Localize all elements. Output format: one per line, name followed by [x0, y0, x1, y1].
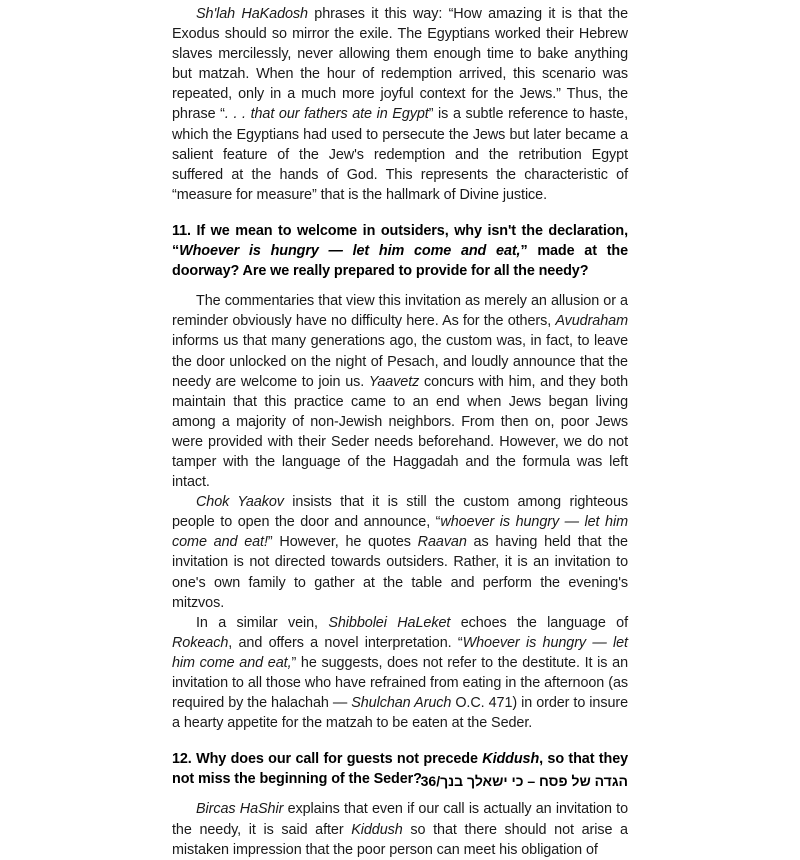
quoted-phrase-whoever-is-hungry-1: whoever is hungry — let him come and eat!	[172, 514, 628, 551]
paragraph-shibbolei-text-3: , and offers a novel interpretation. “	[228, 634, 463, 651]
term-kiddush: Kiddush	[351, 821, 403, 838]
source-name-shulchan-aruch: Shulchan Aruch	[351, 695, 452, 712]
footer-hebrew-title: הגדה של פסח – כי ישאלך בנך	[440, 773, 628, 789]
source-name-yaavetz: Yaavetz	[368, 373, 420, 390]
source-name-raavan: Raavan	[417, 534, 467, 551]
question-heading-12-text-2: , so that they not miss the beginning of the Seder?	[172, 751, 628, 788]
source-name-chok-yaakov: Chok Yaakov	[196, 494, 284, 511]
source-name-rokeach: Rokeach	[172, 634, 229, 651]
paragraph-shibbolei-haleket	[172, 613, 628, 734]
paragraph-commentaries-text-1: The commentaries that view this invitation as merely an allusion or a reminder obviously have no difficulty here. As for the others,	[172, 293, 628, 330]
paragraph-chok-yaakov	[172, 492, 628, 613]
question-heading-12-kiddush: Kiddush	[482, 751, 540, 768]
paragraph-bircas-text-1: explains that even if our call is actually an invitation to the needy, it is said after	[172, 801, 628, 838]
paragraph-shibbolei-text-1: In a similar vein,	[196, 614, 329, 631]
paragraph-shlah-text-1: phrases it this way: “How amazing it is that the Exodus should so mirror the exile. The Egyptians worked their Hebrew slaves mercilessly, never allowing them enough time to bake anything but matzah. When the hour of redemption arrived, this scenario was repeated, only in a much more joyful context for the Jews.” Thus, the phrase “	[172, 6, 628, 123]
paragraph-shibbolei-text-5: O.C. 471) in order to insure a hearty appetite for the matzah to be eaten at the Seder.	[172, 695, 629, 732]
source-name-shlah-hakadosh: Sh'lah HaKadosh	[196, 6, 308, 22]
question-heading-11-text-1: 11. If we mean to welcome in outsiders, why isn't the declaration, “	[172, 222, 628, 260]
footer-separator: /	[436, 773, 441, 789]
paragraph-bircas-text-2: so that there should not arise a mistaken impression that the poor person can meet his obligation of	[172, 821, 628, 858]
paragraph-chok-yaakov-text-2: ” However, he quotes	[267, 534, 418, 551]
text-column	[172, 4, 628, 860]
paragraph-chok-yaakov-text-3: as having held that the invitation is not directed towards outsiders. Rather, it is an invitation to one's own family to gather at the table and perform the evening's mitzvos.	[172, 534, 628, 611]
paragraph-commentaries-text-2: informs us that many generations ago, the custom was, in fact, to leave the door unlocked on the night of Pesach, and loudly announce that the needy are welcome to join us.	[172, 333, 628, 390]
paragraph-chok-yaakov-text-1: insists that it is still the custom among righteous people to open the door and announce, “	[172, 494, 628, 531]
source-name-bircas-hashir: Bircas HaShir	[196, 801, 284, 818]
question-heading-11	[172, 221, 628, 281]
question-heading-11-text-2: ” made at the doorway? Are we really prepared to provide for all the needy?	[172, 243, 628, 280]
paragraph-commentaries	[172, 291, 628, 492]
page-footer	[172, 773, 628, 789]
paragraph-shibbolei-text-4: ” he suggests, does not refer to the destitute. It is an invitation to all those who have refrained from eating in the afternoon (as required by the halachah —	[172, 654, 628, 712]
source-name-shibbolei-haleket: Shibbolei HaLeket	[328, 614, 451, 631]
page-number: 36	[420, 773, 437, 789]
paragraph-shlah-text-2: ” is a subtle reference to haste, which the Egyptians had used to persecute the Jews but later became a salient feature of the Jew's redemption and the retribution Egypt suffered at the hands of God. This represents the characteristic of “measure for measure” that is the hallmark of Divine justice.	[172, 106, 629, 203]
quoted-phrase-fathers-ate-in-egypt: . . . that our fathers ate in Egypt	[224, 106, 429, 123]
paragraph-commentaries-text-3: concurs with him, and they both maintain that this practice came to an end when Jews began living among a majority of non-Jewish neighbors. From then on, poor Jews were provided with their Seder needs beforehand. However, we do not tamper with the language of the Haggadah and the formula was left intact.	[172, 373, 628, 491]
paragraph-bircas-hashir	[172, 799, 628, 859]
paragraph-shlah-hakadosh	[172, 4, 628, 205]
question-heading-12-text-1: 12. Why does our call for guests not precede	[172, 751, 483, 768]
paragraph-shibbolei-text-2: echoes the language of	[450, 614, 628, 631]
question-heading-11-quote: Whoever is hungry — let him come and eat,	[179, 243, 521, 260]
source-name-avudraham: Avudraham	[555, 313, 628, 330]
quoted-phrase-whoever-is-hungry-2: Whoever is hungry — let him come and eat,	[172, 634, 628, 671]
